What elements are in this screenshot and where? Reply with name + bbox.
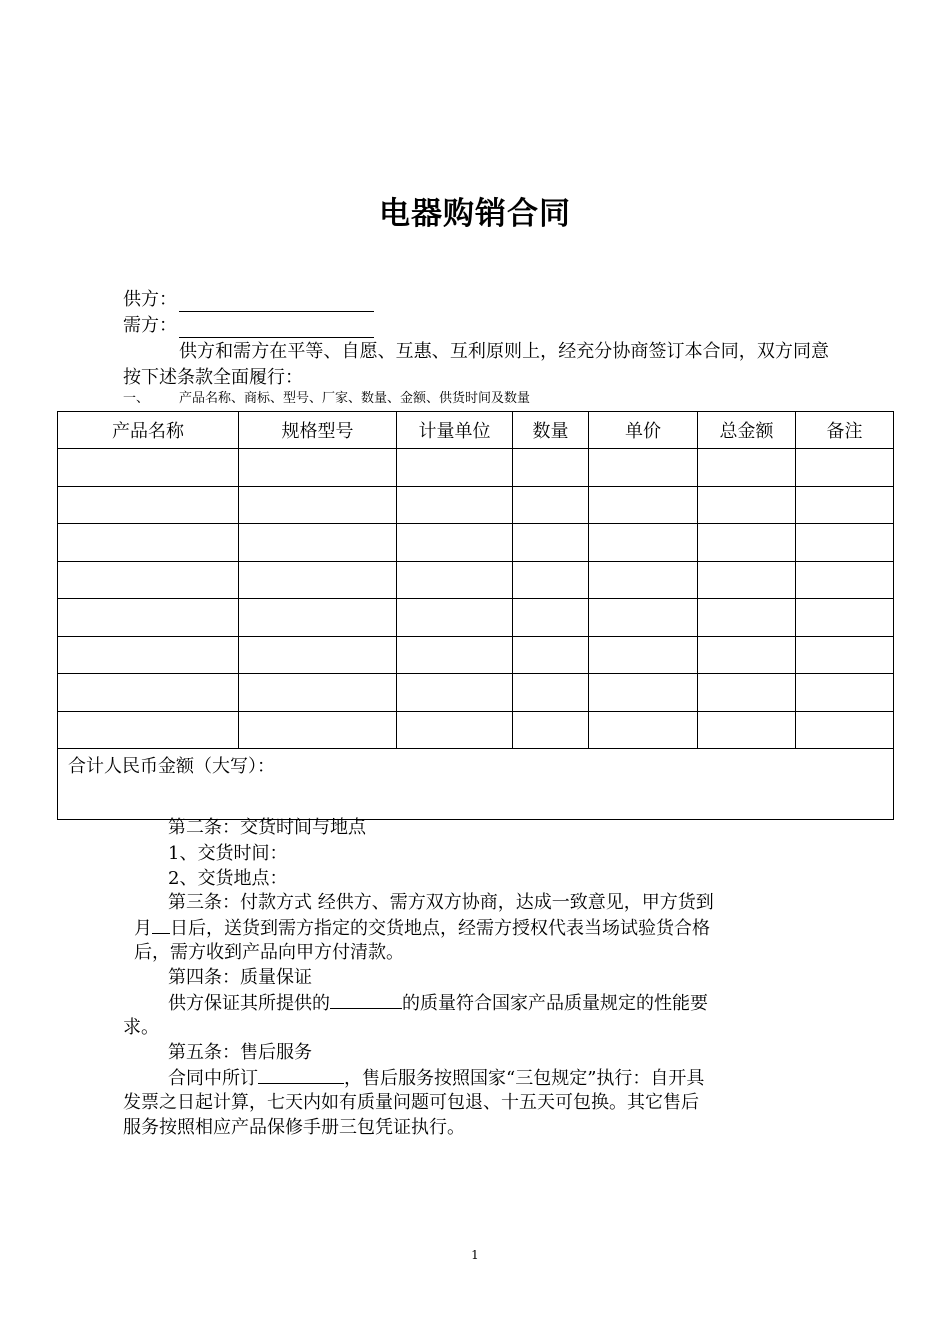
table-cell[interactable]: [796, 674, 894, 712]
table-cell[interactable]: [796, 486, 894, 524]
table-cell[interactable]: [698, 561, 796, 599]
article3-line2-text: 日后，送货到需方指定的交货地点，经需方授权代表当场试验货合格: [170, 918, 710, 939]
table-cell[interactable]: [589, 711, 698, 749]
table-cell[interactable]: [513, 561, 589, 599]
table-cell[interactable]: [589, 674, 698, 712]
table-header-row: [58, 412, 894, 449]
table-cell[interactable]: [397, 561, 513, 599]
table-cell[interactable]: [239, 524, 397, 562]
buyer-line: [123, 314, 374, 338]
table-cell[interactable]: [698, 674, 796, 712]
supplier-blank[interactable]: [179, 293, 374, 312]
table-cell[interactable]: [589, 486, 698, 524]
article5-heading: 第五条：售后服务: [168, 1042, 312, 1063]
buyer-blank[interactable]: [179, 319, 374, 338]
table-cell[interactable]: [397, 524, 513, 562]
table-cell[interactable]: [796, 599, 894, 637]
page-number: 1: [471, 1248, 479, 1262]
table-row: [58, 486, 894, 524]
table-cell[interactable]: [589, 524, 698, 562]
article4-line2: 求。: [123, 1017, 159, 1038]
table-cell[interactable]: [58, 674, 239, 712]
article4-line1: [168, 990, 708, 1017]
table-cell[interactable]: [796, 711, 894, 749]
table-cell[interactable]: [796, 449, 894, 487]
table-cell[interactable]: [698, 636, 796, 674]
article3-month: 月: [134, 918, 152, 939]
article3-line1: 第三条：付款方式 经供方、需方双方协商，达成一致意见，甲方货到: [168, 892, 714, 913]
header-total-amount: 总金额: [698, 412, 796, 449]
table-cell[interactable]: [698, 486, 796, 524]
table-cell[interactable]: [698, 711, 796, 749]
section-one-number: 一、: [123, 391, 150, 406]
header-unit: 计量单位: [397, 412, 513, 449]
table-cell[interactable]: [589, 636, 698, 674]
article5-line1-end: ，售后服务按照国家“三包规定”执行：自开具: [344, 1068, 705, 1089]
header-product-name: 产品名称: [58, 412, 239, 449]
article5-blank[interactable]: [258, 1065, 344, 1084]
table-cell[interactable]: [397, 599, 513, 637]
section-one-text: 产品名称、商标、型号、厂家、数量、金额、供货时间及数量: [179, 391, 531, 406]
table-row: [58, 599, 894, 637]
table-row: [58, 524, 894, 562]
table-cell[interactable]: [239, 599, 397, 637]
table-cell[interactable]: [239, 711, 397, 749]
article4-heading: 第四条：质量保证: [168, 967, 312, 988]
supplier-line: [123, 288, 374, 312]
header-quantity: 数量: [513, 412, 589, 449]
article3-line3: 后，需方收到产品向甲方付清款。: [134, 942, 404, 963]
table-cell[interactable]: [397, 486, 513, 524]
table-row: [58, 449, 894, 487]
table-cell[interactable]: [239, 561, 397, 599]
table-cell[interactable]: [513, 449, 589, 487]
goods-table: [57, 411, 894, 820]
table-cell[interactable]: [513, 636, 589, 674]
table-cell[interactable]: [239, 636, 397, 674]
delivery-time-item: 1、交货时间：: [168, 843, 288, 864]
table-cell[interactable]: [58, 486, 239, 524]
article5-line2: 发票之日起计算，七天内如有质量问题可包退、十五天可包换。其它售后: [123, 1092, 699, 1113]
table-cell[interactable]: [698, 524, 796, 562]
table-cell[interactable]: [513, 486, 589, 524]
table-cell[interactable]: [239, 486, 397, 524]
table-cell[interactable]: [239, 449, 397, 487]
table-cell[interactable]: [796, 636, 894, 674]
table-row: [58, 711, 894, 749]
table-row: [58, 674, 894, 712]
table-row: [58, 561, 894, 599]
article4-blank[interactable]: [330, 990, 402, 1009]
table-cell[interactable]: [58, 524, 239, 562]
intro-paragraph: 供方和需方在平等、自愿、互惠、互利原则上，经充分协商签订本合同，双方同意按下述条款全面履行：: [123, 341, 829, 388]
table-cell[interactable]: [589, 599, 698, 637]
table-cell[interactable]: [698, 449, 796, 487]
section-one-heading: [123, 390, 530, 408]
buyer-label: 需方：: [123, 315, 177, 336]
table-cell[interactable]: [239, 674, 397, 712]
total-amount-cell[interactable]: [58, 749, 894, 820]
table-cell[interactable]: [513, 599, 589, 637]
table-cell[interactable]: [698, 599, 796, 637]
table-cell[interactable]: [58, 449, 239, 487]
table-cell[interactable]: [397, 711, 513, 749]
table-cell[interactable]: [589, 449, 698, 487]
table-cell[interactable]: [397, 674, 513, 712]
table-cell[interactable]: [397, 449, 513, 487]
header-remarks: 备注: [796, 412, 894, 449]
article3-line2: [134, 915, 710, 942]
table-cell[interactable]: [589, 561, 698, 599]
table-cell[interactable]: [796, 524, 894, 562]
total-row: [58, 749, 894, 820]
article5-line1-start: 合同中所订: [168, 1068, 258, 1089]
table-cell[interactable]: [58, 711, 239, 749]
article4-line1-start: 供方保证其所提供的: [168, 993, 330, 1014]
article4-line1-end: 的质量符合国家产品质量规定的性能要: [402, 993, 708, 1014]
supplier-label: 供方：: [123, 289, 177, 310]
document-title: 电器购销合同: [379, 196, 571, 232]
article3-blank[interactable]: [152, 915, 170, 934]
table-cell[interactable]: [513, 524, 589, 562]
table-row: [58, 636, 894, 674]
article5-line1: [168, 1065, 704, 1092]
article2-heading: 第二条：交货时间与地点: [168, 817, 366, 838]
table-cell[interactable]: [513, 711, 589, 749]
article5-line3: 服务按照相应产品保修手册三包凭证执行。: [123, 1117, 465, 1138]
table-cell[interactable]: [58, 561, 239, 599]
delivery-place-item: 2、交货地点：: [168, 868, 288, 889]
table-cell[interactable]: [58, 636, 239, 674]
header-spec-model: 规格型号: [239, 412, 397, 449]
total-amount-label: 合计人民币金额（大写）：: [68, 756, 275, 777]
table-cell[interactable]: [796, 561, 894, 599]
table-cell[interactable]: [513, 674, 589, 712]
table-cell[interactable]: [58, 599, 239, 637]
header-unit-price: 单价: [589, 412, 698, 449]
table-cell[interactable]: [397, 636, 513, 674]
